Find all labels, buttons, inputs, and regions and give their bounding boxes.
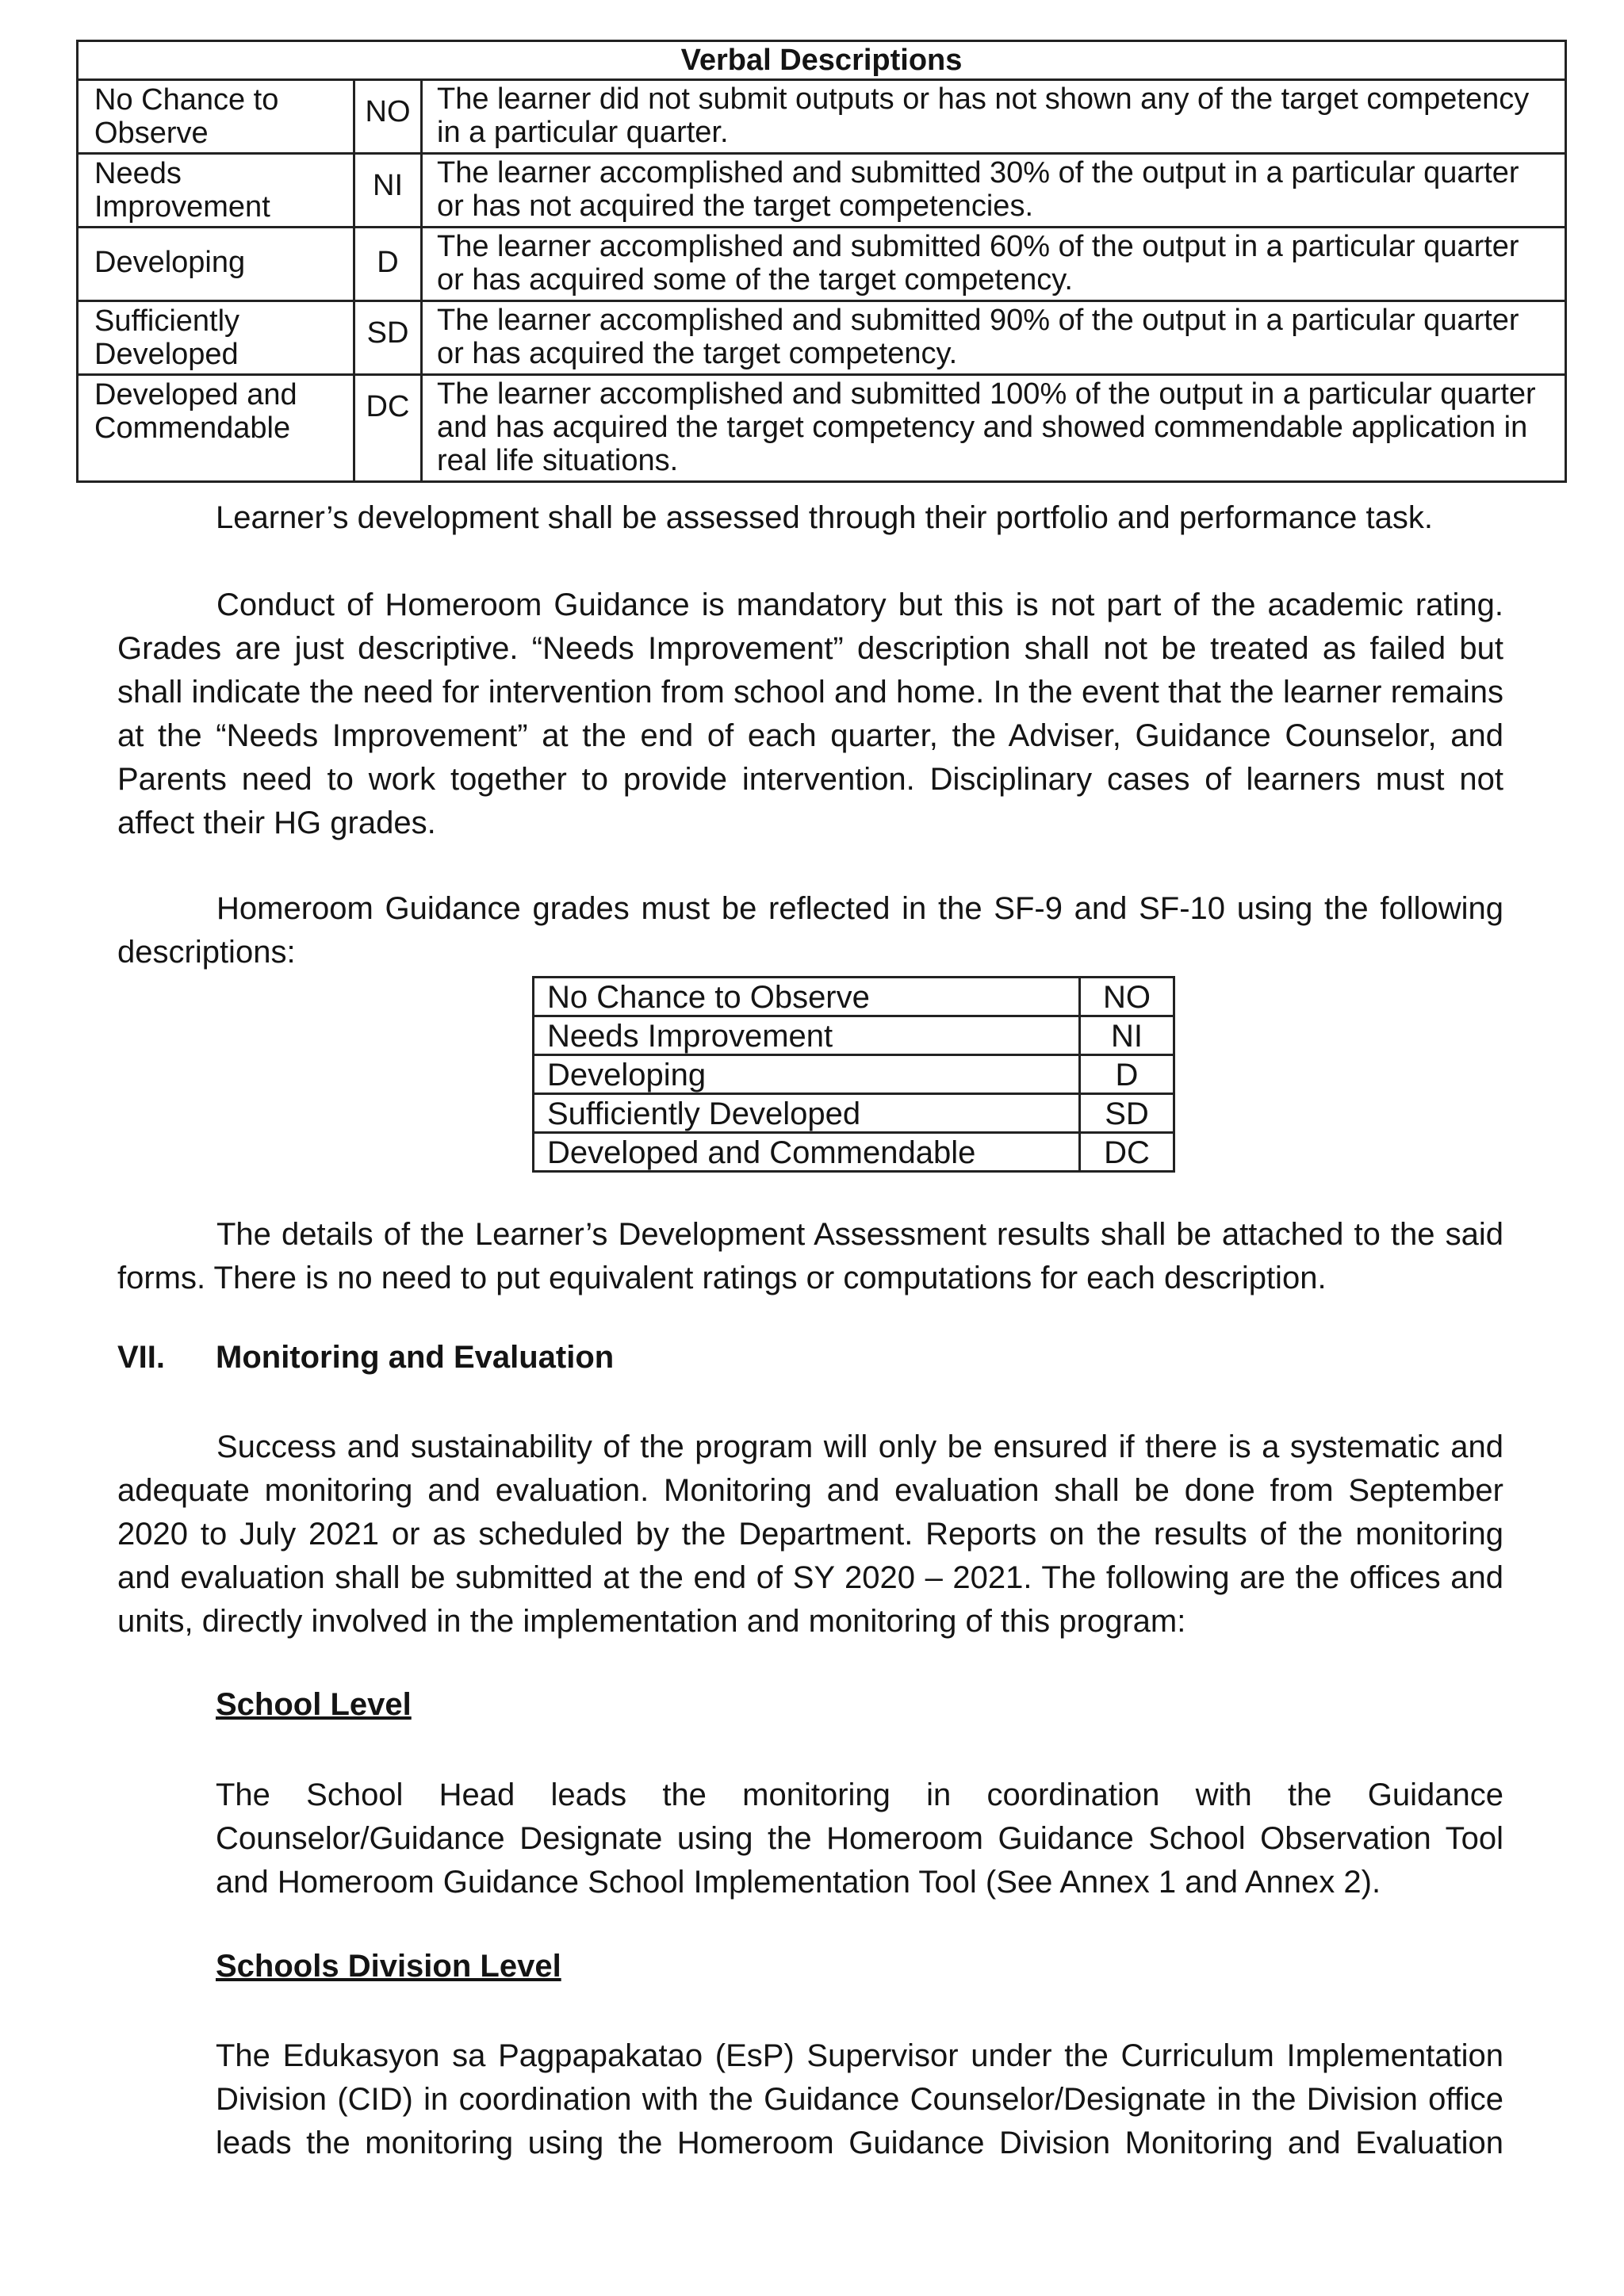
row-description: The learner did not submit outputs or has not shown any of the target competency in a particular quarter. [422,80,1566,154]
table-row [78,301,1566,375]
table-row [534,1055,1174,1094]
row-label: Sufficiently Developed [78,301,354,375]
paragraph-sf-forms: Homeroom Guidance grades must be reflected in the SF-9 and SF-10 using the following descriptions: [117,891,1503,970]
row-abbr: NI [1080,1016,1174,1055]
table-row [78,228,1566,301]
subheading-division-level: Schools Division Level [216,1949,561,1984]
subheading-school-level: School Level [216,1687,412,1722]
paragraph-conduct: Conduct of Homeroom Guidance is mandatory but this is not part of the academic rating. Grades are just descriptive. “Needs Improvement” description shall not be treated as failed but shall indicate the need for intervention from school and home. In the event that the learner remains at the “Needs Improvement” at the end of each quarter, the Adviser, Guidance Counselor, and Parents need to work together to provide intervention. Disciplinary cases of learners must not affect their HG grades. [117,587,1503,840]
row-label: Developed and Commendable [78,375,354,482]
row-abbr: SD [1080,1094,1174,1133]
row-label: Developed and Commendable [534,1133,1080,1172]
table-row [534,1016,1174,1055]
table-row [534,1133,1174,1172]
row-abbr: NO [354,80,422,154]
row-abbr: NO [1080,978,1174,1016]
row-description: The learner accomplished and submitted 100% of the output in a particular quarter and has acquired the target competency and showed commendable application in real life situations. [422,375,1566,482]
row-label: Developing [534,1055,1080,1094]
section-number: VII. [117,1340,166,1375]
paragraph-division-level: The Edukasyon sa Pagpapakatao (EsP) Supervisor under the Curriculum Implementation Division (CID) in coordination with the Guidance Counselor/Designate in the Division office leads the monitoring using the Homeroom Guidance Division Monitoring and Evaluation [216,2038,1503,2160]
row-abbr: DC [1080,1133,1174,1172]
table-row [534,1094,1174,1133]
row-abbr: D [354,228,422,301]
row-label: Developing [78,228,354,301]
table-row [78,154,1566,228]
row-abbr: DC [354,375,422,482]
row-abbr: SD [354,301,422,375]
row-label: Sufficiently Developed [534,1094,1080,1133]
table-row [78,80,1566,154]
paragraph-portfolio: Learner’s development shall be assessed through their portfolio and performance task. [216,500,1433,535]
row-label: No Chance to Observe [78,80,354,154]
row-description: The learner accomplished and submitted 90% of the output in a particular quarter or has acquired the target competency. [422,301,1566,375]
row-description: The learner accomplished and submitted 30% of the output in a particular quarter or has not acquired the target competencies. [422,154,1566,228]
grade-descriptions-table [532,976,1175,1173]
row-description: The learner accomplished and submitted 60% of the output in a particular quarter or has acquired some of the target competency. [422,228,1566,301]
table-title: Verbal Descriptions [78,41,1566,80]
paragraph-school-level: The School Head leads the monitoring in coordination with the Guidance Counselor/Guidance Designate using the Homeroom Guidance School Observation Tool and Homeroom Guidance School Implementation Tool (See Annex 1 and Annex 2). [216,1777,1503,1900]
paragraph-details: The details of the Learner’s Development Assessment results shall be attached to the said forms. There is no need to put equivalent ratings or computations for each description. [117,1217,1503,1295]
section-title: Monitoring and Evaluation [216,1340,615,1375]
table-row [534,978,1174,1016]
row-label: Needs Improvement [78,154,354,228]
row-abbr: D [1080,1055,1174,1094]
table-row [78,375,1566,482]
paragraph-monitoring: Success and sustainability of the program will only be ensured if there is a systematic and adequate monitoring and evaluation. Monitoring and evaluation shall be done from September 2020 to July 2021 or as scheduled by the Department. Reports on the results of the monitoring and evaluation shall be submitted at the end of SY 2020 – 2021. The following are the offices and units, directly involved in the implementation and monitoring of this program: [117,1429,1503,1639]
row-abbr: NI [354,154,422,228]
row-label: Needs Improvement [534,1016,1080,1055]
verbal-descriptions-table [76,40,1567,483]
row-label: No Chance to Observe [534,978,1080,1016]
